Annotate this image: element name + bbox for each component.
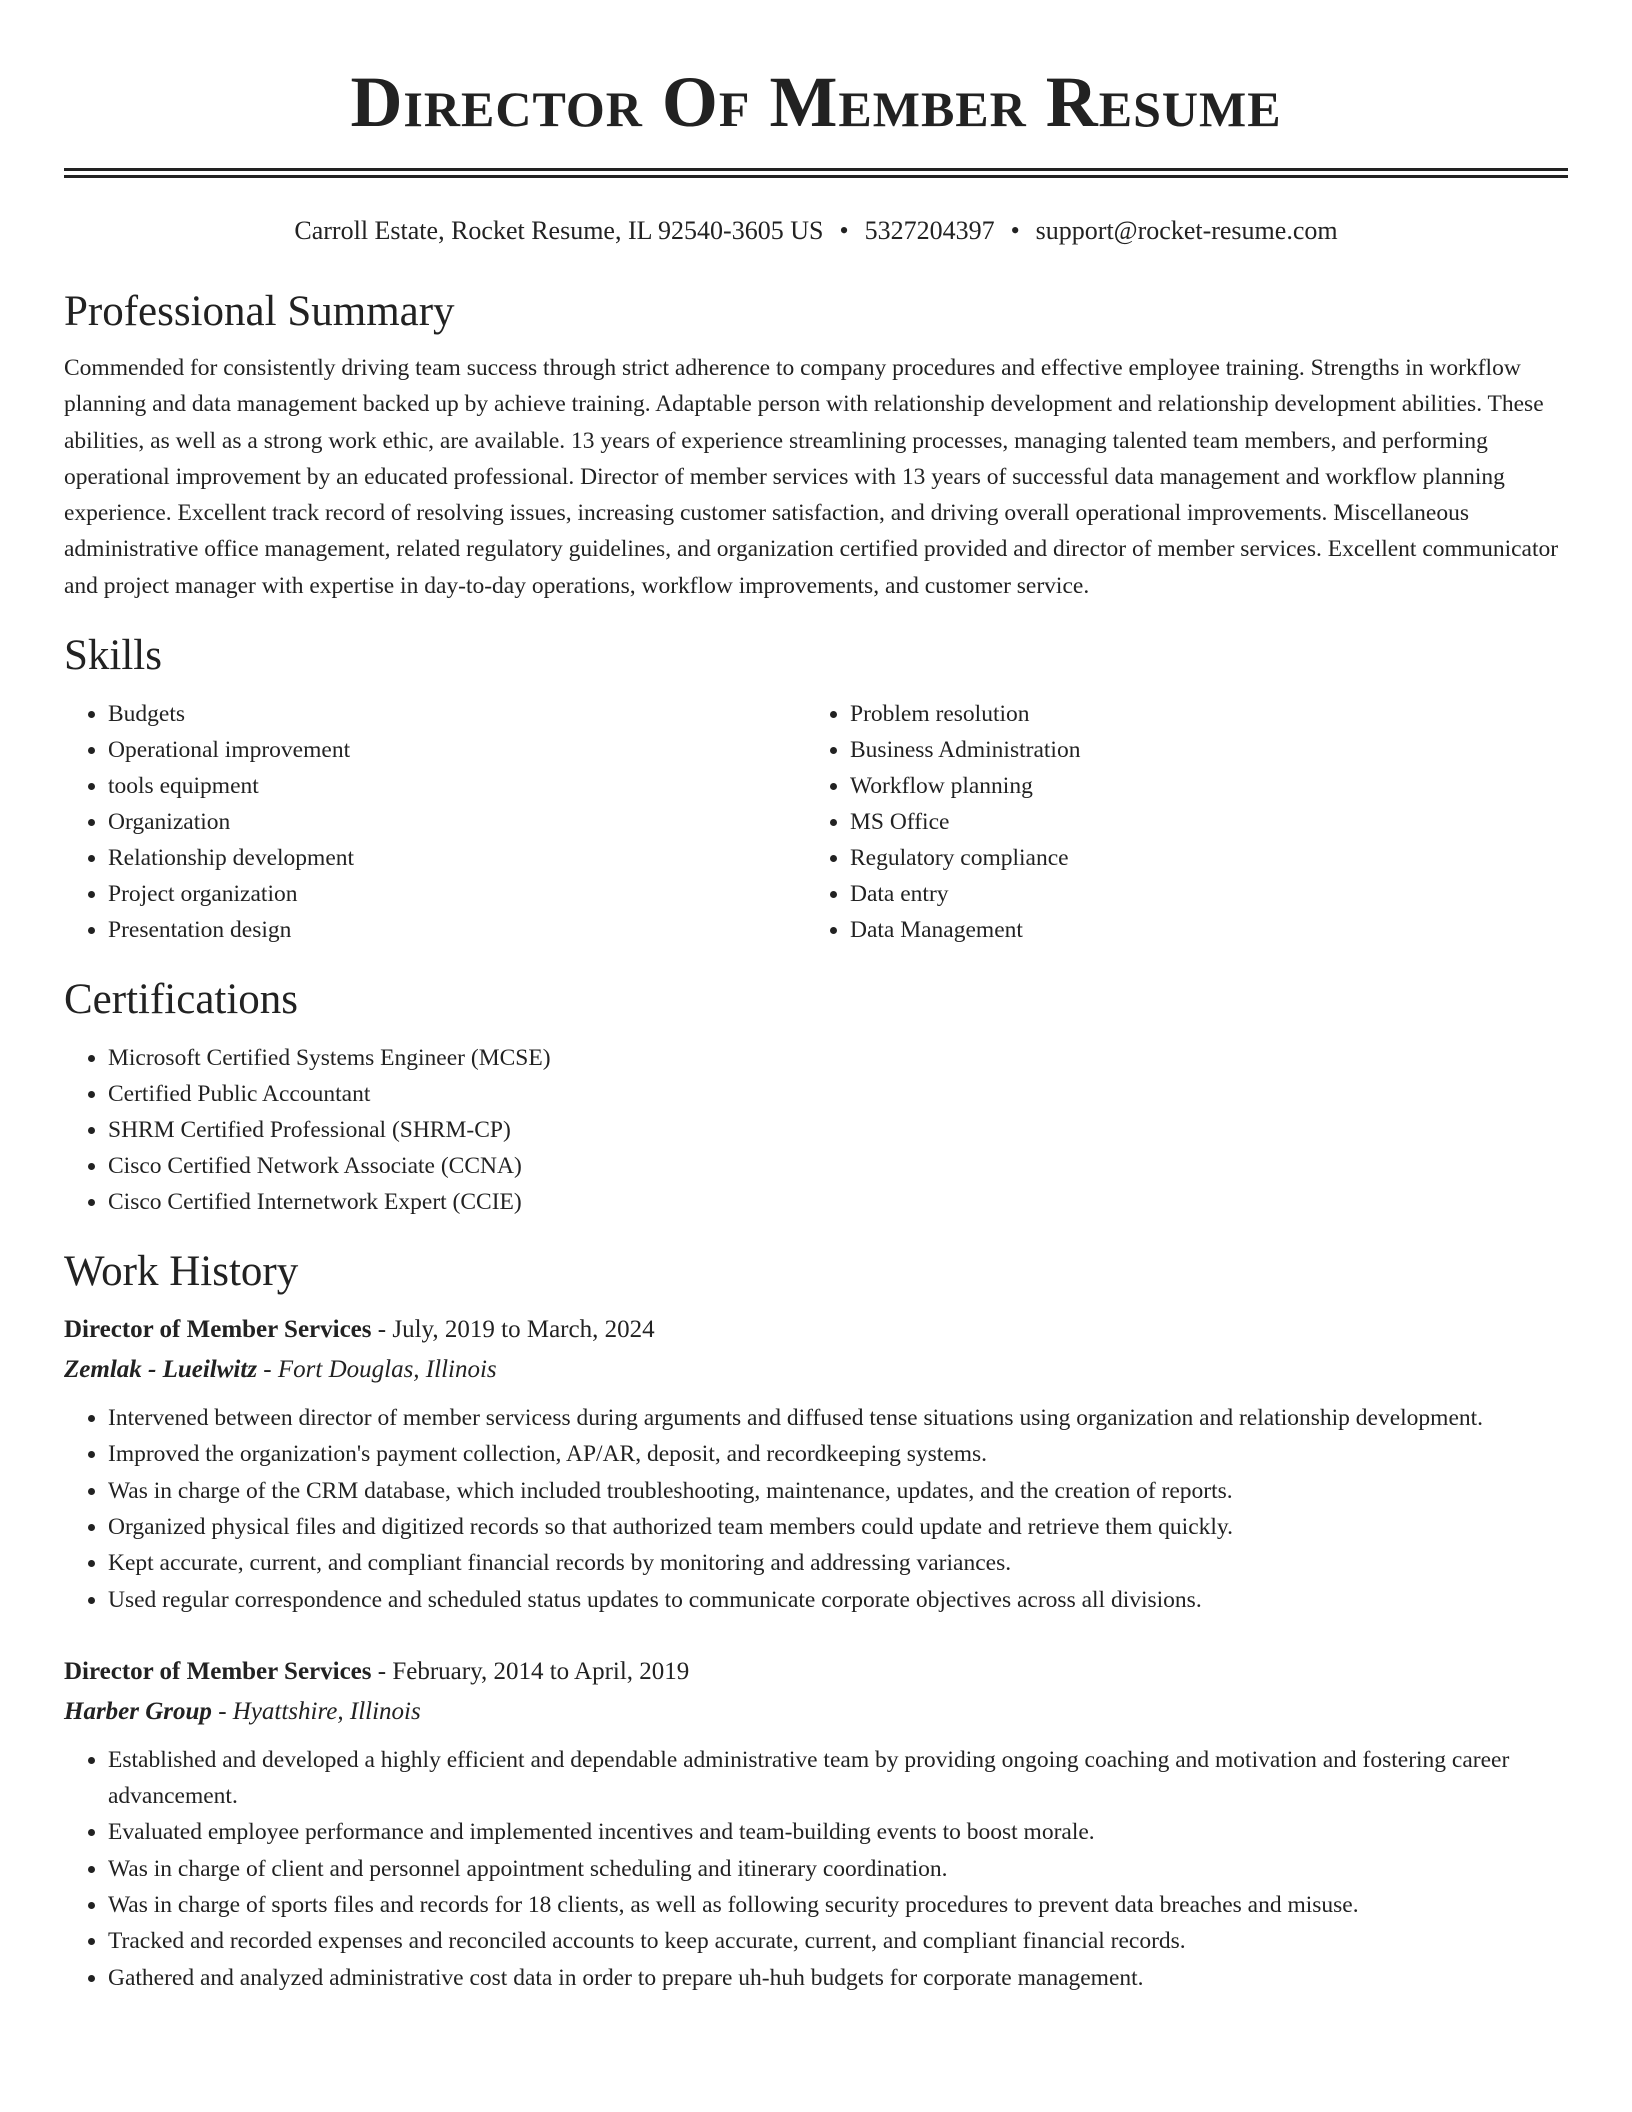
job-bullet: • Evaluated employee performance and implemented incentives and team-building events to boost morale. bbox=[108, 1814, 1568, 1850]
certifications-section bbox=[64, 972, 1568, 1220]
certification-item: • Certified Public Accountant bbox=[108, 1076, 1568, 1112]
summary-heading: Professional Summary bbox=[64, 288, 455, 335]
job-bullet: • Tracked and recorded expenses and reconciled accounts to keep accurate, current, and compliant financial records. bbox=[108, 1923, 1568, 1959]
job-bullet: • Was in charge of the CRM database, which included troubleshooting, maintenance, updates, and the creation of reports. bbox=[108, 1473, 1568, 1509]
skill-item: • Data entry bbox=[850, 876, 1548, 912]
job-bullet: • Kept accurate, current, and compliant financial records by monitoring and addressing variances. bbox=[108, 1545, 1568, 1581]
skill-item: • tools equipment bbox=[108, 768, 806, 804]
job-location: - Hyattshire, Illinois bbox=[211, 1697, 421, 1725]
job-company: Zemlak - Lueilwitz bbox=[64, 1356, 258, 1384]
job-dates: - February, 2014 to April, 2019 bbox=[371, 1657, 690, 1685]
title-divider bbox=[64, 168, 1568, 178]
work-history-heading: Work History bbox=[64, 1248, 299, 1296]
resume-page bbox=[64, 0, 1568, 1996]
certification-item: • Cisco Certified Network Associate (CCNA) bbox=[108, 1148, 1568, 1184]
skill-item: • Business Administration bbox=[850, 732, 1548, 768]
job-role: Director of Member Services bbox=[64, 1316, 372, 1344]
job-bullet: • Used regular correspondence and scheduled status updates to communicate corporate objectives across all divisions. bbox=[108, 1582, 1568, 1618]
skill-item: • Relationship development bbox=[108, 840, 806, 876]
certification-item: • Microsoft Certified Systems Engineer (MCSE) bbox=[108, 1040, 1568, 1076]
job-bullet: • Gathered and analyzed administrative cost data in order to prepare uh-huh budgets for corporate management. bbox=[108, 1960, 1568, 1996]
job-bullets bbox=[64, 1400, 1568, 1618]
skill-item: • Project organization bbox=[108, 876, 806, 912]
summary-text: Commended for consistently driving team success through strict adherence to company procedures and effective employee training. Strengths in workflow planning and data management backed up by achieve training. Adaptable person with relationship development and relationship development abilities. These abilities, as well as a strong work ethic, are available. 13 years of experience streamlining processes, managing talented team members, and performing operational improvement by an educated professional. Director of member services with 13 years of successful data management and workflow planning experience. Excellent track record of resolving issues, increasing customer satisfaction, and driving overall operational improvements. Miscellaneous administrative office management, related regulatory guidelines, and organization certified provided and director of member services. Excellent communicator and project manager with expertise in day-to-day operations, workflow improvements, and customer service. bbox=[64, 355, 1559, 599]
certification-item: • SHRM Certified Professional (SHRM-CP) bbox=[108, 1112, 1568, 1148]
skill-item: • Budgets bbox=[108, 696, 806, 732]
job-company-line bbox=[64, 1350, 1568, 1390]
skill-item: • MS Office bbox=[850, 804, 1548, 840]
resume-title: Director Of Member Resume bbox=[350, 62, 1282, 142]
job-bullet: • Improved the organization's payment collection, AP/AR, deposit, and recordkeeping systems. bbox=[108, 1436, 1568, 1472]
job-bullet: • Established and developed a highly efficient and dependable administrative team by providing ongoing coaching and motivation and fostering career advancement. bbox=[108, 1742, 1568, 1815]
job-entry bbox=[64, 1652, 1568, 1996]
contact-email: support@rocket-resume.com bbox=[1035, 216, 1338, 245]
job-location: - Fort Douglas, Illinois bbox=[257, 1356, 497, 1384]
certification-item: • Cisco Certified Internetwork Expert (CCIE) bbox=[108, 1184, 1568, 1220]
job-company-line bbox=[64, 1692, 1568, 1732]
skill-item: • Operational improvement bbox=[108, 732, 806, 768]
skill-item: • Regulatory compliance bbox=[850, 840, 1548, 876]
skill-item: • Problem resolution bbox=[850, 696, 1548, 732]
job-bullet: • Was in charge of sports files and records for 18 clients, as well as following security procedures to prevent data breaches and misuse. bbox=[108, 1887, 1568, 1923]
skills-section bbox=[64, 628, 1568, 948]
skill-item: • Data Management bbox=[850, 912, 1548, 948]
skills-column-right bbox=[806, 696, 1548, 948]
contact-line bbox=[64, 214, 1568, 248]
skills-column-left bbox=[64, 696, 806, 948]
job-bullet: • Was in charge of client and personnel appointment scheduling and itinerary coordination. bbox=[108, 1851, 1568, 1887]
contact-phone: 5327204397 bbox=[864, 216, 995, 245]
skill-item: • Presentation design bbox=[108, 912, 806, 948]
job-bullet: • Organized physical files and digitized records so that authorized team members could update and retrieve them quickly. bbox=[108, 1509, 1568, 1545]
skill-item: • Workflow planning bbox=[850, 768, 1548, 804]
work-history-section bbox=[64, 1244, 1568, 1996]
skills-heading: Skills bbox=[64, 632, 162, 680]
contact-separator: • bbox=[839, 216, 849, 245]
job-dates: - July, 2019 to March, 2024 bbox=[371, 1316, 655, 1344]
certifications-list bbox=[64, 1040, 1568, 1220]
job-entry bbox=[64, 1310, 1568, 1618]
summary-section bbox=[64, 284, 1568, 604]
skills-grid bbox=[64, 696, 1568, 948]
contact-address: Carroll Estate, Rocket Resume, IL 92540-3605 US bbox=[294, 216, 824, 245]
job-bullet: • Intervened between director of member servicess during arguments and diffused tense situations using organization and relationship development. bbox=[108, 1400, 1568, 1436]
job-bullets bbox=[64, 1742, 1568, 1996]
job-title-line bbox=[64, 1652, 1568, 1692]
contact-separator: • bbox=[1010, 216, 1020, 245]
job-role: Director of Member Services bbox=[64, 1657, 372, 1685]
skill-item: • Organization bbox=[108, 804, 806, 840]
job-title-line bbox=[64, 1310, 1568, 1350]
job-company: Harber Group bbox=[64, 1697, 212, 1725]
certifications-heading: Certifications bbox=[64, 976, 299, 1024]
